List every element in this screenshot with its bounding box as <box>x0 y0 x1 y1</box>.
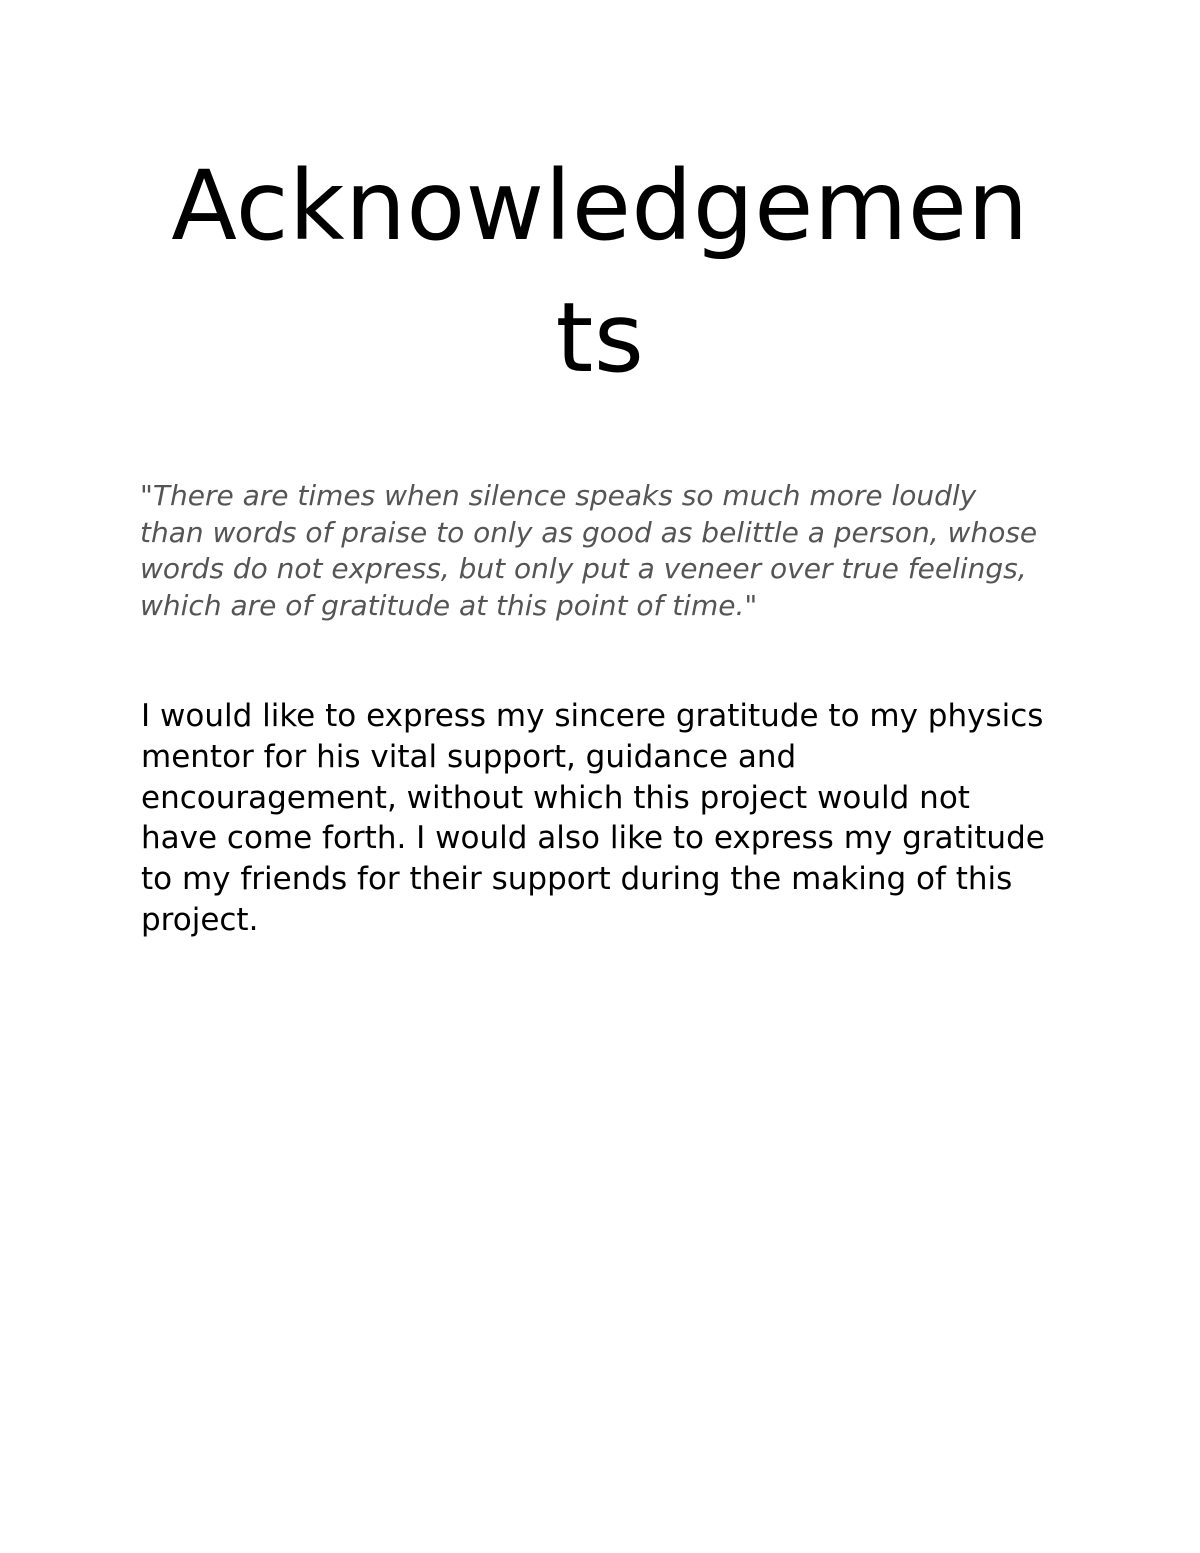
acknowledgement-paragraph: I would like to express my sincere gratitude to my physics mentor for his vital support, guidance and encouragement, without which this project would not have come forth. I would also like to express my gratitude to my friends for their support during the making of this project. <box>141 698 1045 938</box>
epigraph-quote: "There are times when silence speaks so much more loudly than words of praise to only as good as belittle a person, whose words do not express, but only put a veneer over true feelings, which are of gratitude at this point of time." <box>140 479 1038 622</box>
page-title: Acknowledgements <box>171 150 1029 394</box>
